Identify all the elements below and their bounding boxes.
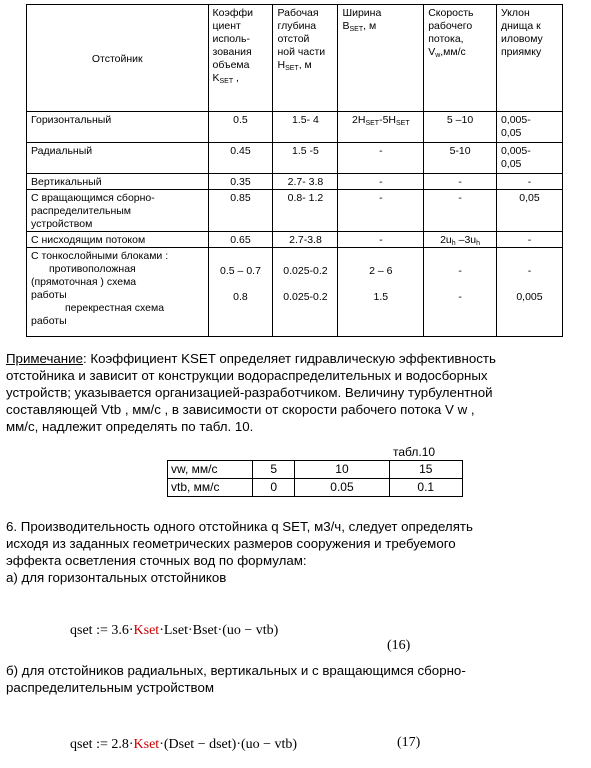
paragraph-b: б) для отстойников радиальных, вертикальных и с вращающимся сборно- распределительным устройством <box>6 663 466 695</box>
table10-cell: 10 <box>295 461 389 479</box>
cell-b: - <box>338 232 424 248</box>
table-header-row <box>27 5 563 112</box>
cell-slope: 0,005- 0,05 <box>496 112 562 143</box>
table10-cell: 5 <box>253 461 295 479</box>
cell-k: 0.65 <box>208 232 273 248</box>
table10-label-vtb: vtb, мм/с <box>168 479 253 497</box>
table10-cell: 0 <box>253 479 295 497</box>
table-row <box>27 190 563 232</box>
paragraph-6: 6. Производительность одного отстойника q SET, м3/ч, следует определять исходя из заданных геометрических размеров сооружения и требуемого эффекта осветления сточных вод по формулам: а) для горизонтальных отстойников <box>6 519 473 585</box>
table10-label-vw: vw, мм/с <box>168 461 253 479</box>
table10-caption: табл.10 <box>393 445 436 459</box>
cell-v: - - <box>424 248 497 337</box>
cell-name: Вертикальный <box>27 174 209 190</box>
cell-b: - <box>338 174 424 190</box>
cell-b: - <box>338 190 424 232</box>
cell-name-thin-layer <box>27 248 209 337</box>
cell-v: $2u_h$ $-3u_h$ <box>424 232 497 248</box>
formula-17-number: (17) <box>397 735 421 750</box>
table-row <box>27 232 563 248</box>
table-10 <box>167 460 463 497</box>
cell-slope: 0,05 <box>496 190 562 232</box>
cell-slope: 0,005- 0,05 <box>496 143 562 174</box>
table-row <box>168 479 463 497</box>
cell-k: 0.5 – 0.7 0.8 <box>208 248 273 337</box>
thin-layer-sub1b: (прямоточная ) схема <box>31 276 137 288</box>
thin-layer-sub1: противоположная <box>49 263 136 275</box>
cell-name: Горизонтальный <box>27 112 209 143</box>
note-label: Примечание <box>6 351 83 366</box>
settler-parameters-table <box>26 4 563 337</box>
formula-16: qset := 3.6·Kset·Lset·Bset·(uo − vtb) <box>70 623 279 638</box>
header-settler: Отстойник <box>27 5 209 112</box>
cell-v: 5-10 <box>424 143 497 174</box>
note-paragraph <box>6 350 578 435</box>
cell-slope: - <box>496 232 562 248</box>
cell-slope: - 0,005 <box>496 248 562 337</box>
cell-k: 0.35 <box>208 174 273 190</box>
cell-b: $2H_{SET}-5H_{SET}$ <box>338 112 424 143</box>
formula-16-number: (16) <box>387 638 411 653</box>
cell-slope: - <box>496 174 562 190</box>
table-row <box>27 248 563 337</box>
cell-b: - <box>338 143 424 174</box>
cell-h: 1.5 -5 <box>273 143 338 174</box>
table10-cell: 0.1 <box>389 479 462 497</box>
cell-h: 0.8- 1.2 <box>273 190 338 232</box>
cell-h: 1.5- 4 <box>273 112 338 143</box>
table10-cell: 15 <box>389 461 462 479</box>
cell-name: С нисходящим потоком <box>27 232 209 248</box>
header-working-depth: Рабочая глубина отстой ной части $H_{SET}$, м <box>273 5 338 112</box>
table10-cell: 0.05 <box>295 479 389 497</box>
table-row <box>168 461 463 479</box>
cell-k: 0.5 <box>208 112 273 143</box>
header-bottom-slope: Уклон днища к иловому приямку <box>496 5 562 112</box>
thin-layer-sub2: перекрестная схема <box>65 302 165 314</box>
cell-h: 0.025-0.2 0.025-0.2 <box>273 248 338 337</box>
cell-h: 2.7-3.8 <box>273 232 338 248</box>
header-width: Ширина $B_{SET}$, м <box>338 5 424 112</box>
cell-v: 5 –10 <box>424 112 497 143</box>
formula-17: qset := 2.8·Kset·(Dset − dset)·(uo − vtb) <box>70 737 298 752</box>
cell-name: С вращающимся сборно- распределительным устройством <box>27 190 209 232</box>
cell-k: 0.45 <box>208 143 273 174</box>
cell-v: - <box>424 174 497 190</box>
cell-k: 0.85 <box>208 190 273 232</box>
cell-h: 2.7- 3.8 <box>273 174 338 190</box>
cell-name: Радиальный <box>27 143 209 174</box>
thin-layer-sub1c: работы <box>31 289 67 301</box>
table-row <box>27 112 563 143</box>
table-row <box>27 174 563 190</box>
thin-layer-sub2b: работы <box>31 315 67 327</box>
table-row <box>27 143 563 174</box>
header-volume-coefficient: Коэффи циент исполь- зования объема $K_{SET}$ , <box>208 5 273 112</box>
header-flow-speed: Скорость рабочего потока, $V_w,мм/с$ <box>424 5 497 112</box>
cell-v: - <box>424 190 497 232</box>
thin-layer-title: С тонкослойными блоками : <box>31 250 169 262</box>
note-text: : Коэффициент KSET определяет гидравлическую эффективность отстойника и зависит от конструкции водораспределительных и водосборных устройств; указывается организацией-разработчиком. Величину турбулентной составляющей Vtb , мм/с , в зависимости от скорости рабочего потока V w , мм/с, надлежит определять по табл. 10. <box>6 351 496 434</box>
cell-b: 2 – 6 1.5 <box>338 248 424 337</box>
